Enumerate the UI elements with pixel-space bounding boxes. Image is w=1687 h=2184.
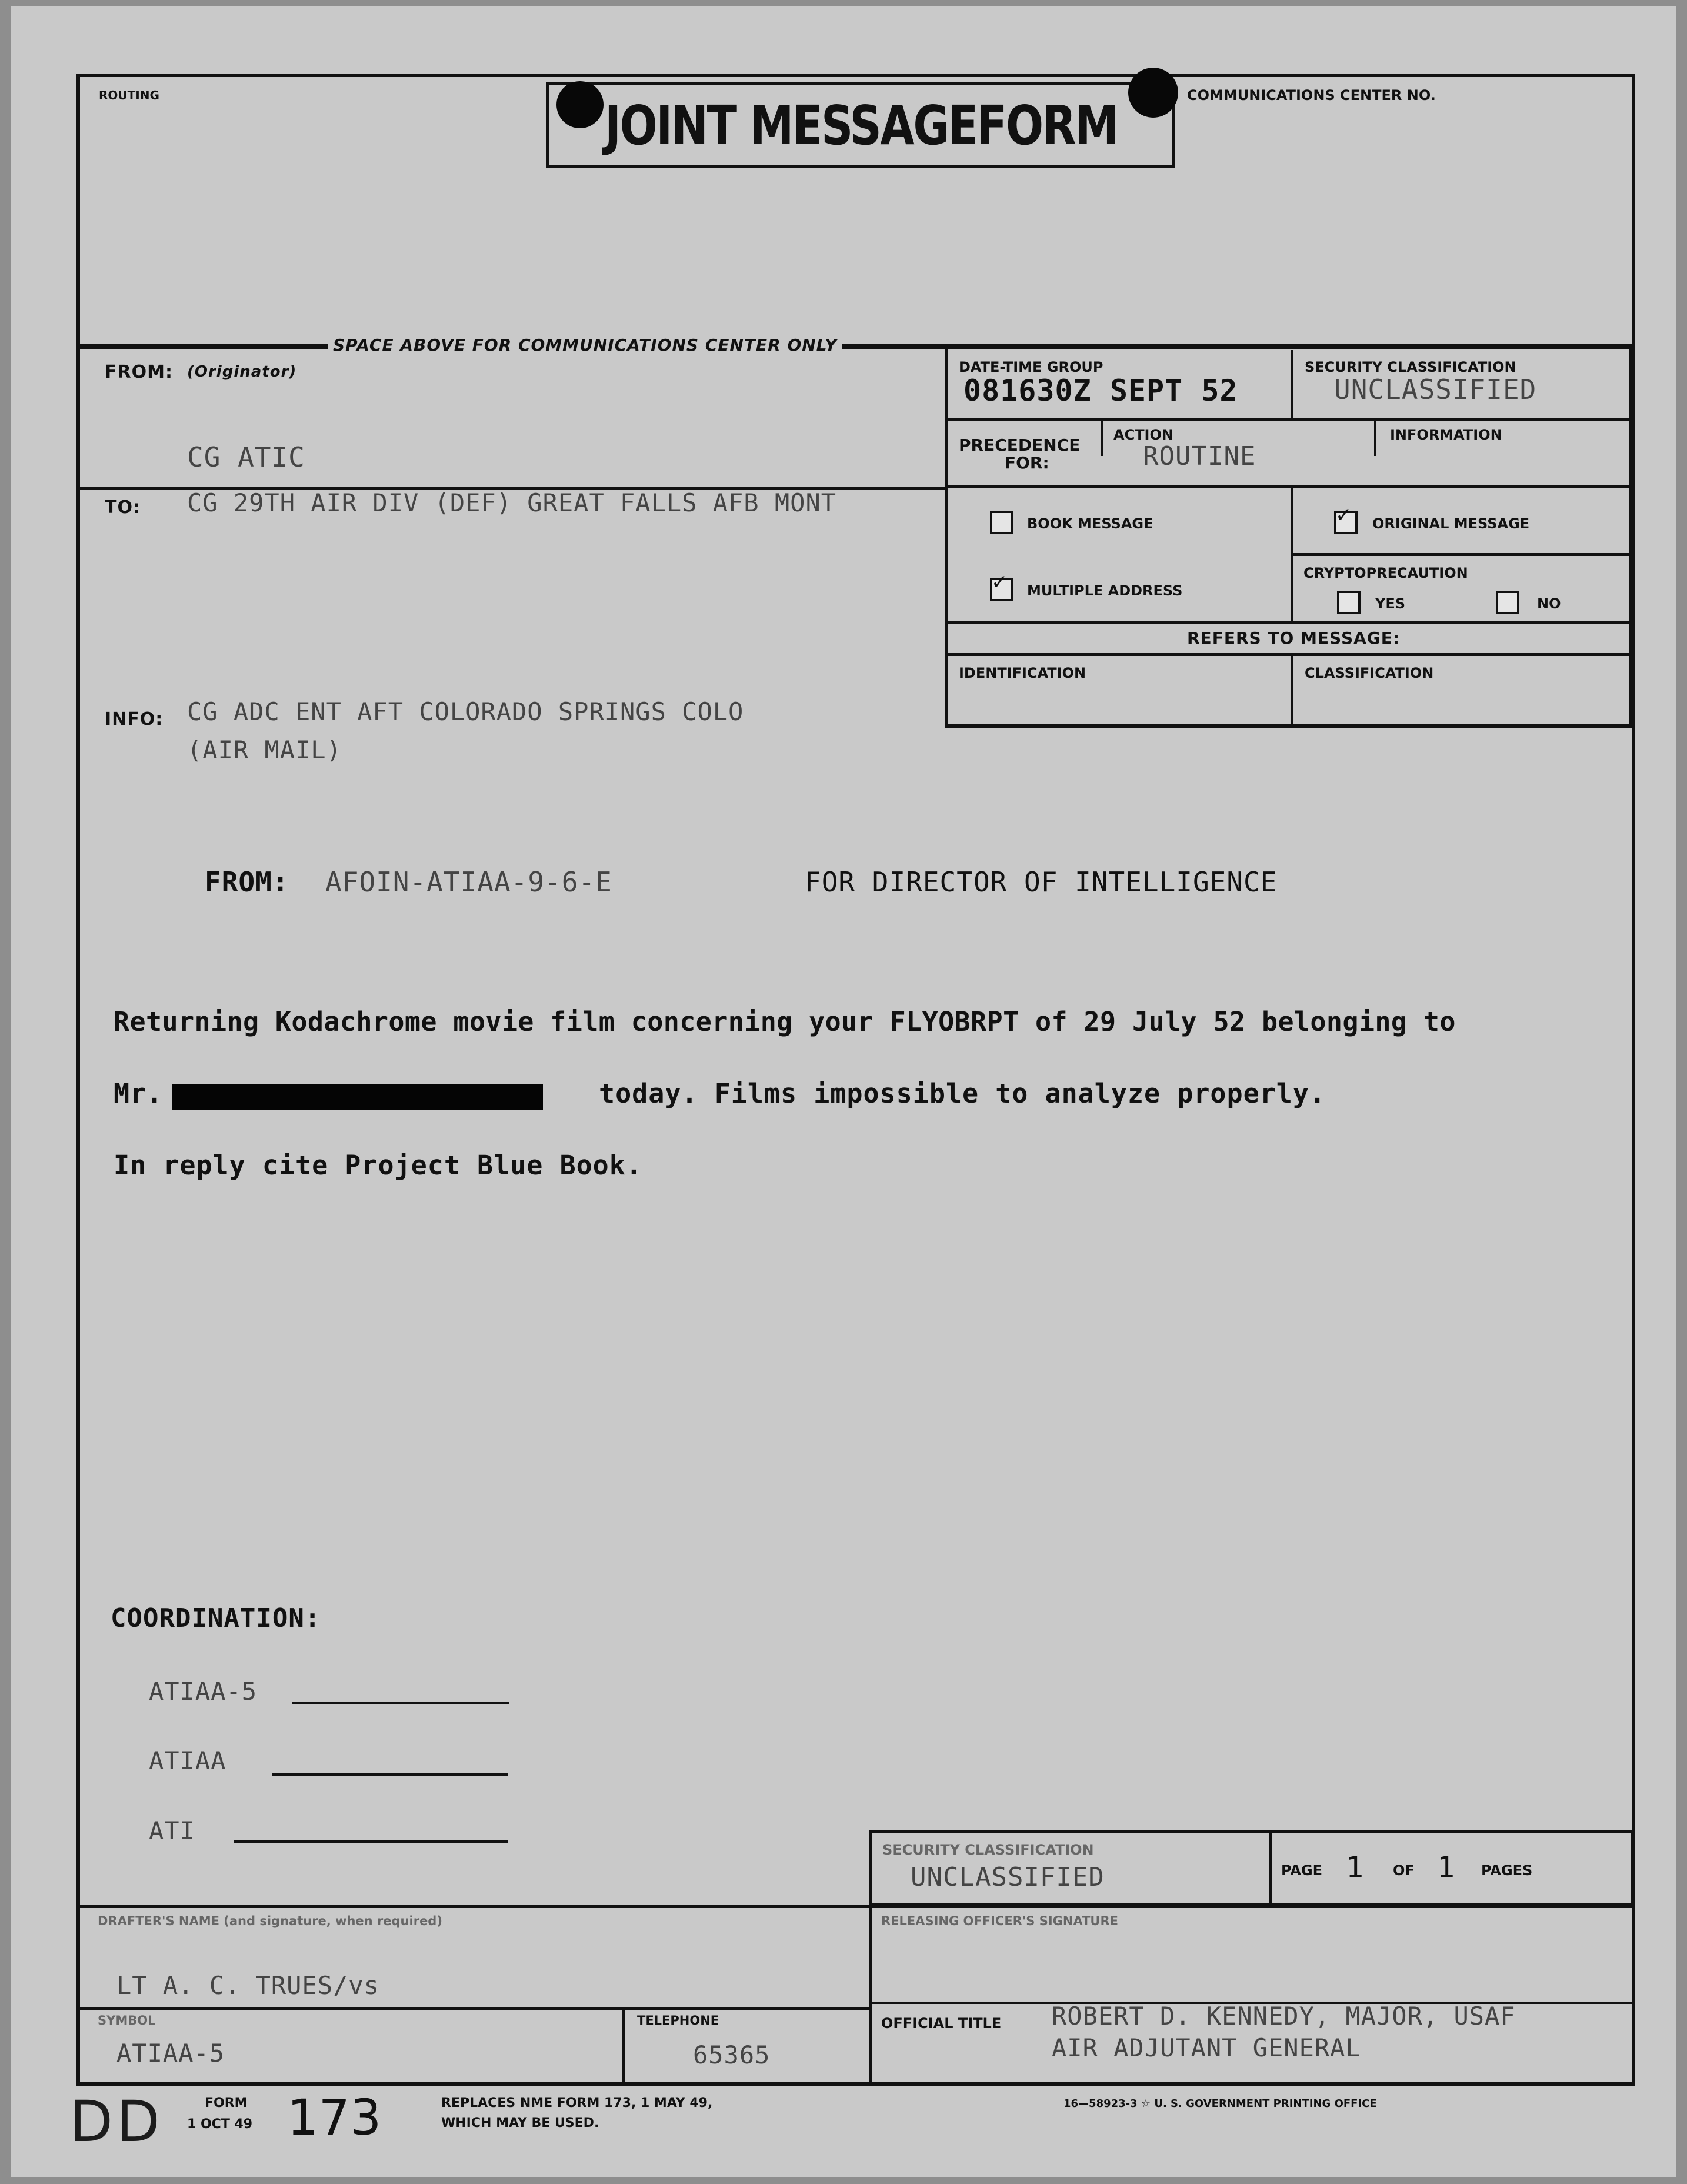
message-form-sheet: [11, 6, 1676, 2177]
coordination-title: COORDINATION:: [111, 1603, 321, 1633]
precedence-label: PRECEDENCE: [959, 435, 1081, 455]
punch-hole-left: [556, 81, 604, 128]
book-message-label: BOOK MESSAGE: [1027, 515, 1153, 532]
hb-h5: [947, 653, 1631, 656]
coordination-line-3: [234, 1840, 508, 1843]
body-from-value: AFOIN-ATIAA-9-6-E: [325, 866, 612, 898]
crypto-yes-label: YES: [1375, 595, 1406, 612]
telephone-label: TELEPHONE: [637, 2013, 719, 2027]
body-director: FOR DIRECTOR OF INTELLIGENCE: [805, 866, 1278, 898]
body-paragraph-line2-suffix: today. Films impossible to analyze properly.: [599, 1078, 1326, 1109]
action-label: ACTION: [1113, 427, 1173, 443]
redaction-bar: [172, 1084, 543, 1110]
form-number: 173: [287, 2089, 382, 2146]
hb-v-divider-info: [1374, 421, 1376, 456]
body-from-label: FROM:: [205, 866, 289, 898]
from-value: CG ATIC: [187, 441, 305, 473]
from-label: FROM:: [105, 362, 173, 382]
crypto-no-checkbox[interactable]: [1496, 591, 1519, 614]
form-date: 1 OCT 49: [187, 2117, 253, 2132]
security-class-label-top: SECURITY CLASSIFICATION: [1305, 359, 1516, 375]
security-class-value-top: UNCLASSIFIED: [1334, 374, 1537, 405]
multiple-address-check-icon: ✓: [991, 571, 1008, 594]
replaces-line1: REPLACES NME FORM 173, 1 MAY 49,: [441, 2096, 713, 2110]
information-label: INFORMATION: [1390, 427, 1502, 443]
crypto-yes-checkbox[interactable]: [1337, 591, 1361, 614]
symbol-value: ATIAA-5: [116, 2039, 225, 2068]
coordination-item-1: ATIAA-5: [149, 1677, 258, 1706]
hb-h4: [947, 621, 1631, 624]
coordination-item-3: ATI: [149, 1816, 195, 1845]
footer-mid-divider: [869, 1905, 872, 2085]
dtg-label: DATE-TIME GROUP: [959, 359, 1103, 375]
releasing-officer-label: RELEASING OFFICER'S SIGNATURE: [881, 1914, 1118, 1928]
info-value-line1: CG ADC ENT AFT COLORADO SPRINGS COLO: [187, 697, 744, 726]
space-above-label: SPACE ABOVE FOR COMMUNICATIONS CENTER ONLY: [328, 335, 842, 355]
footer-page-label: PAGE: [1281, 1862, 1323, 1879]
official-title-line2: AIR ADJUTANT GENERAL: [1052, 2033, 1361, 2062]
footer-security-label: SECURITY CLASSIFICATION: [882, 1842, 1094, 1858]
body-paragraph-line2-prefix: Mr.: [114, 1078, 164, 1109]
printing-office: 16—58923-3 ☆ U. S. GOVERNMENT PRINTING OFFICE: [1063, 2098, 1377, 2110]
footer-symbol-tel-divider: [622, 2007, 625, 2084]
hb-h1: [947, 418, 1631, 421]
original-message-check-icon: ✓: [1335, 504, 1352, 527]
form-dd-mark: DD: [69, 2089, 164, 2155]
footer-page-total: 1: [1437, 1850, 1456, 1885]
coordination-line-2: [272, 1773, 508, 1776]
hb-v-divider-bottom: [1291, 656, 1293, 725]
hb-v-divider-top: [1291, 350, 1293, 420]
comm-center-label: COMMUNICATIONS CENTER NO.: [1187, 87, 1436, 104]
hb-h2: [947, 485, 1631, 488]
info-label: INFO:: [105, 709, 164, 730]
footer-pages-label: PAGES: [1481, 1862, 1533, 1879]
body-paragraph-line1: Returning Kodachrome movie film concerning your FLYOBRPT of 29 July 52 belonging to: [114, 1006, 1456, 1037]
to-value: CG 29TH AIR DIV (DEF) GREAT FALLS AFB MONT: [187, 488, 837, 517]
footer-page-divider: [1269, 1833, 1272, 1903]
punch-hole-right: [1128, 68, 1178, 118]
hb-v-divider-prec: [1101, 421, 1103, 456]
form-label: FORM: [205, 2096, 248, 2110]
footer-security-value: UNCLASSIFIED: [911, 1862, 1105, 1892]
footer-of-label: OF: [1393, 1862, 1415, 1879]
crypto-no-label: NO: [1537, 595, 1561, 612]
official-title-line1: ROBERT D. KENNEDY, MAJOR, USAF: [1052, 2002, 1516, 2030]
originator-label: (Originator): [187, 363, 297, 381]
official-title-label: OFFICIAL TITLE: [881, 2015, 1002, 2032]
refers-to-message-label: REFERS TO MESSAGE:: [1187, 628, 1401, 648]
routing-label: ROUTING: [99, 88, 159, 102]
coordination-item-2: ATIAA: [149, 1746, 226, 1775]
footer-page-num: 1: [1346, 1850, 1365, 1885]
action-value: ROUTINE: [1143, 441, 1256, 471]
drafter-value: LT A. C. TRUES/vs: [116, 1971, 379, 2000]
multiple-address-label: MULTIPLE ADDRESS: [1027, 582, 1183, 599]
classification-label: CLASSIFICATION: [1305, 665, 1434, 681]
book-message-checkbox[interactable]: [990, 511, 1013, 534]
info-value-line2: (AIR MAIL): [187, 735, 342, 764]
hb-h3: [1291, 553, 1631, 556]
form-title: JOINT MESSAGEFORM: [605, 94, 1118, 157]
footer-symbol-divider: [76, 2007, 871, 2010]
precedence-for-label: FOR:: [1005, 453, 1049, 472]
coordination-line-1: [292, 1702, 509, 1704]
cryptoprecaution-label: CRYPTOPRECAUTION: [1303, 565, 1468, 581]
original-message-label: ORIGINAL MESSAGE: [1372, 515, 1530, 532]
dtg-value: 081630Z SEPT 52: [963, 374, 1238, 408]
body-reply-cite: In reply cite Project Blue Book.: [114, 1150, 642, 1181]
symbol-label: SYMBOL: [98, 2013, 156, 2027]
telephone-value: 65365: [693, 2040, 771, 2069]
identification-label: IDENTIFICATION: [959, 665, 1086, 681]
to-label: TO:: [105, 497, 141, 518]
replaces-line2: WHICH MAY BE USED.: [441, 2116, 599, 2130]
footer-drafter-divider: [76, 1905, 1635, 1908]
drafter-label: DRAFTER'S NAME (and signature, when required): [98, 1914, 442, 1928]
